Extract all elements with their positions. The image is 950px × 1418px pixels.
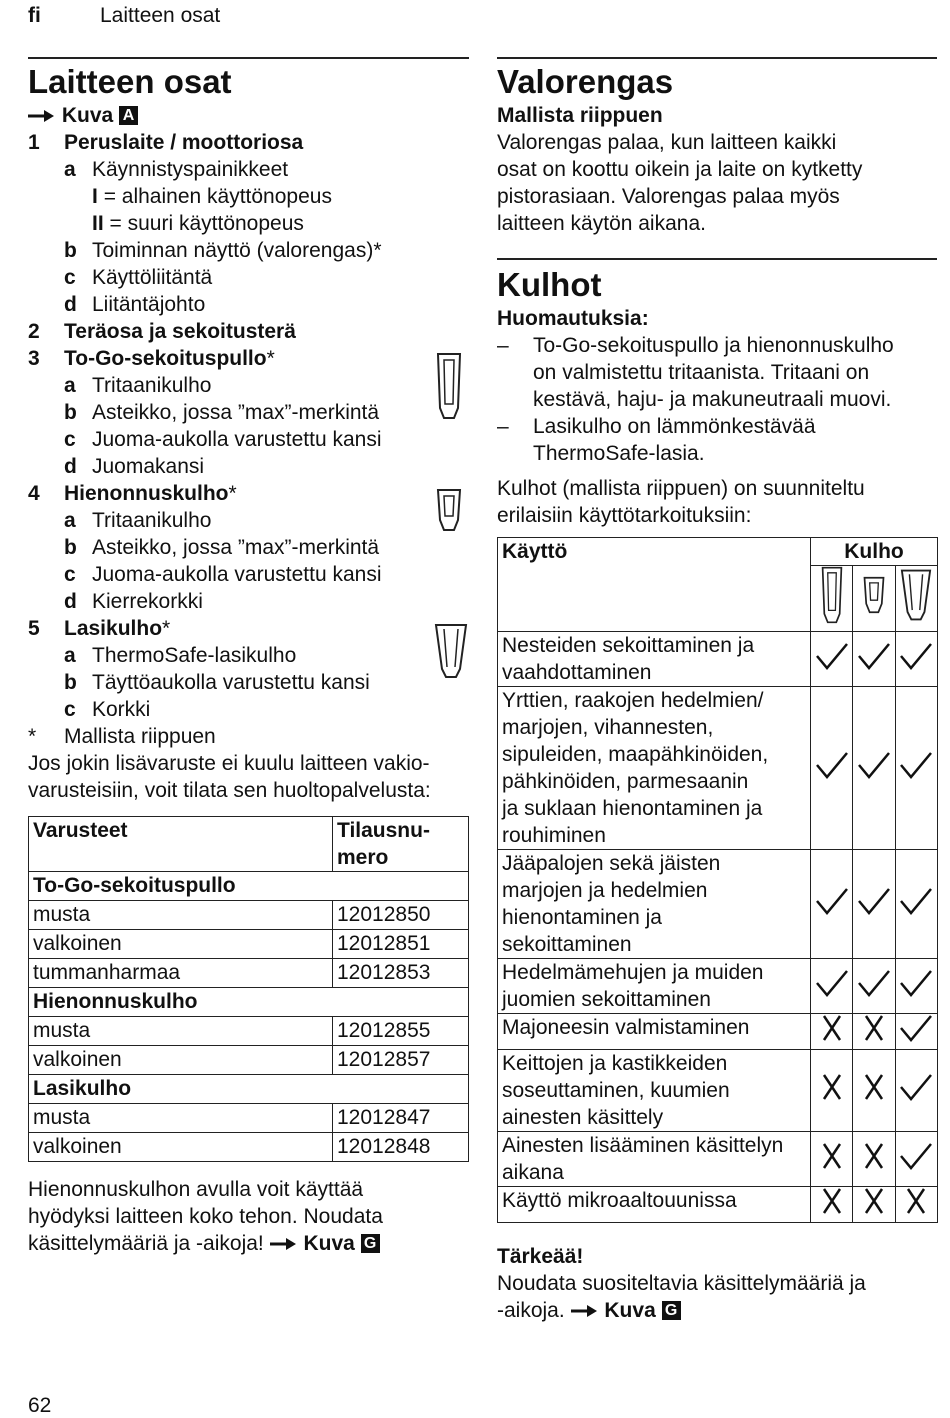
- item-letter: b: [64, 536, 77, 559]
- acc-group-row: [29, 872, 469, 901]
- important-text: -aikoja.: [497, 1299, 565, 1322]
- note-line: [497, 386, 938, 413]
- left-column: [28, 62, 469, 1257]
- acc-head-item: Varusteet: [29, 817, 333, 872]
- item-letter: c: [64, 698, 76, 721]
- usage-mark: [895, 1187, 937, 1223]
- usage-mark: [853, 687, 895, 850]
- check-icon: [899, 1073, 933, 1101]
- kulhot-text: [497, 475, 938, 529]
- usage-mark: [811, 1187, 853, 1223]
- check-icon: [899, 1014, 933, 1042]
- usage-line: Keittojen ja kastikkeiden: [502, 1052, 728, 1075]
- usage-line: marjojen ja hedelmien: [502, 879, 708, 902]
- usage-line: sekoittaminen: [502, 933, 632, 956]
- cross-icon: [863, 1142, 885, 1170]
- usage-mark: [811, 632, 853, 687]
- table-row: [498, 687, 938, 850]
- para2-letter: G: [361, 1234, 380, 1253]
- acc-head-number-l2: mero: [337, 846, 389, 869]
- check-icon: [899, 969, 933, 997]
- item-label: Asteikko, jossa ”max”-merkintä: [92, 401, 380, 424]
- note-line: [497, 440, 938, 467]
- note-text: To-Go-sekoituspullo ja hienonnuskulho: [533, 334, 894, 357]
- important-line: Noudata suositeltavia käsittelymääriä ja: [497, 1272, 866, 1295]
- item-label: To-Go-sekoituspullo: [64, 347, 267, 370]
- item-label: Tritaanikulho: [92, 374, 212, 397]
- usage-line: rouhiminen: [502, 824, 606, 847]
- usage-mark: [811, 687, 853, 850]
- table-row: [498, 850, 938, 959]
- usage-line: soseuttaminen, kuumien: [502, 1079, 730, 1102]
- usage-line: Nesteiden sekoittaminen ja: [502, 634, 755, 657]
- acc-order-number: 12012850: [333, 901, 469, 930]
- usage-mark: [853, 1132, 895, 1187]
- table-row: [29, 1017, 469, 1046]
- usage-mark: [895, 1050, 937, 1132]
- parts-list-item: [28, 345, 469, 372]
- arrow-right-icon: [270, 1236, 298, 1252]
- acc-header-row: [29, 817, 469, 872]
- parts-list-item: [28, 615, 469, 642]
- note-text: on valmistettu tritaanista. Tritaani on: [533, 361, 870, 384]
- usage-line: vaahdottaminen: [502, 661, 652, 684]
- parts-list: [28, 129, 469, 723]
- dash: –: [497, 415, 509, 438]
- usage-mark: [811, 850, 853, 959]
- right-title-rule: [497, 57, 937, 59]
- usage-line: pähkinöiden, parmesaanin: [502, 770, 749, 793]
- footnote-text: Mallista riippuen: [64, 725, 216, 748]
- note-text: Lasikulho on lämmönkestävää: [533, 415, 816, 438]
- usage-mark: [895, 1014, 937, 1050]
- item-label: Juoma-aukolla varustettu kansi: [92, 428, 382, 451]
- text-line: osat on koottu oikein ja laite on kytketty: [497, 158, 863, 181]
- usage-description: [498, 850, 811, 959]
- usage-description: [498, 632, 811, 687]
- item-number: 1: [28, 131, 40, 154]
- usage-mark: [811, 1050, 853, 1132]
- cross-icon: [821, 1187, 843, 1215]
- check-icon: [857, 887, 891, 915]
- parts-list-item: [28, 183, 469, 210]
- valorengas-subtitle: Mallista riippuen: [497, 104, 663, 127]
- acc-order-number: 12012853: [333, 959, 469, 988]
- table-row: [29, 959, 469, 988]
- parts-list-item: [28, 237, 469, 264]
- item-letter: c: [64, 266, 76, 289]
- usage-line: Majoneesin valmistaminen: [502, 1016, 750, 1039]
- parts-list-item: [28, 453, 469, 480]
- accessories-table: [28, 816, 469, 1162]
- acc-color: valkoinen: [29, 1133, 333, 1162]
- usage-description: [498, 1050, 811, 1132]
- usage-line: hienontaminen ja: [502, 906, 662, 929]
- glass-column-icon: [895, 566, 937, 632]
- item-label: Peruslaite / moottoriosa: [64, 131, 304, 154]
- check-icon: [857, 642, 891, 670]
- acc-color: musta: [29, 901, 333, 930]
- table-row: [498, 1187, 938, 1223]
- speed-symbol: I: [92, 185, 98, 208]
- item-label: Teräosa ja sekoitusterä: [64, 320, 296, 343]
- text-line: Kulhot (mallista riippuen) on suunniteltu: [497, 477, 865, 500]
- table-row: [29, 1104, 469, 1133]
- item-letter: a: [64, 509, 76, 532]
- parts-list-item: [28, 426, 469, 453]
- note-line: [497, 332, 938, 359]
- item-number: 2: [28, 320, 40, 343]
- usage-mark: [811, 959, 853, 1014]
- acc-order-number: 12012857: [333, 1046, 469, 1075]
- usage-mark: [853, 959, 895, 1014]
- acc-group-name: Lasikulho: [29, 1075, 469, 1104]
- item-label: Käyttöliitäntä: [92, 266, 213, 289]
- usage-head-bowl: Kulho: [811, 538, 938, 566]
- para1-line: varusteisiin, voit tilata sen huoltopalvelusta:: [28, 779, 431, 802]
- table-row: [29, 1046, 469, 1075]
- cross-icon: [821, 1073, 843, 1101]
- check-icon: [899, 751, 933, 779]
- item-label: = alhainen käyttönopeus: [103, 185, 332, 208]
- item-letter: c: [64, 563, 76, 586]
- table-row: [29, 1133, 469, 1162]
- usage-line: ja suklaan hienontaminen ja: [502, 797, 763, 820]
- parts-list-item: [28, 480, 469, 507]
- item-star: *: [266, 347, 275, 370]
- acc-head-number-l1: Tilausnu-: [337, 819, 430, 842]
- item-letter: a: [64, 158, 76, 181]
- chopper-bowl-icon: [434, 488, 464, 532]
- table-row: [498, 632, 938, 687]
- usage-mark: [853, 1050, 895, 1132]
- usage-table: [497, 537, 938, 1223]
- item-label: Lasikulho: [64, 617, 163, 640]
- item-label: ThermoSafe-lasikulho: [92, 644, 297, 667]
- acc-order-number: 12012848: [333, 1133, 469, 1162]
- usage-line: marjojen, vihannesten,: [502, 716, 714, 739]
- acc-color: musta: [29, 1104, 333, 1133]
- parts-list-item: [28, 642, 469, 669]
- usage-description: [498, 1014, 811, 1050]
- dash: –: [497, 334, 509, 357]
- parts-list-item: [28, 129, 469, 156]
- table-row: [498, 1014, 938, 1050]
- text-line: laitteen käytön aikana.: [497, 212, 706, 235]
- parts-list-item: [28, 507, 469, 534]
- item-letter: d: [64, 455, 77, 478]
- usage-line: Käyttö mikroaaltouunissa: [502, 1189, 737, 1212]
- usage-mark: [895, 850, 937, 959]
- cross-icon: [905, 1187, 927, 1215]
- usage-line: sipuleiden, maapähkinöiden,: [502, 743, 769, 766]
- check-icon: [815, 751, 849, 779]
- usage-line: juomien sekoittaminen: [502, 988, 711, 1011]
- important-ref: Kuva: [604, 1299, 656, 1322]
- kulhot-title: Kulhot: [497, 266, 602, 303]
- cross-icon: [821, 1142, 843, 1170]
- check-icon: [899, 887, 933, 915]
- to-go-bottle-icon: [434, 352, 464, 420]
- item-label: Täyttöaukolla varustettu kansi: [92, 671, 370, 694]
- usage-head-use: Käyttö: [498, 538, 811, 632]
- parts-list-item: [28, 156, 469, 183]
- bottle-column-icon: [811, 566, 853, 632]
- item-label: Tritaanikulho: [92, 509, 212, 532]
- parts-list-item: [28, 669, 469, 696]
- glass-jug-icon: [900, 567, 932, 623]
- acc-group-name: Hienonnuskulho: [29, 988, 469, 1017]
- table-row: [29, 930, 469, 959]
- acc-order-number: 12012855: [333, 1017, 469, 1046]
- cross-icon: [863, 1014, 885, 1042]
- para1-line: Jos jokin lisävaruste ei kuulu laitteen vakio-: [28, 752, 430, 775]
- usage-description: [498, 1132, 811, 1187]
- note-text: kestävä, haju- ja makuneutraali muovi.: [533, 388, 892, 411]
- usage-mark: [853, 632, 895, 687]
- item-letter: a: [64, 644, 76, 667]
- page-number: 62: [28, 1394, 52, 1417]
- acc-group-name: To-Go-sekoituspullo: [29, 872, 469, 901]
- parts-list-item: [28, 399, 469, 426]
- acc-color: tummanharmaa: [29, 959, 333, 988]
- acc-color: valkoinen: [29, 1046, 333, 1075]
- acc-group-row: [29, 988, 469, 1017]
- acc-order-number: 12012847: [333, 1104, 469, 1133]
- note-line: [497, 359, 938, 386]
- text-line: erilaisiin käyttötarkoituksiin:: [497, 504, 752, 527]
- table-row: [498, 1050, 938, 1132]
- usage-mark: [895, 959, 937, 1014]
- footnote-mark: *: [28, 725, 37, 748]
- usage-mark: [895, 632, 937, 687]
- note-text: ThermoSafe-lasia.: [533, 442, 705, 465]
- item-label: = suuri käyttönopeus: [109, 212, 304, 235]
- check-icon: [815, 969, 849, 997]
- figure-ref: [28, 102, 469, 129]
- item-number: 4: [28, 482, 40, 505]
- glass-jug-icon: [434, 623, 468, 679]
- usage-line: Ainesten lisääminen käsittelyn: [502, 1134, 784, 1157]
- para2-text: käsittelymääriä ja -aikoja!: [28, 1232, 264, 1255]
- cross-icon: [863, 1187, 885, 1215]
- usage-mark: [853, 1187, 895, 1223]
- note-line: [497, 413, 938, 440]
- para2-line-last: [28, 1230, 469, 1257]
- to-go-bottle-icon: [819, 566, 845, 624]
- right-column: [497, 62, 938, 1324]
- acc-color: musta: [29, 1017, 333, 1046]
- chopper-bowl-icon: [861, 576, 887, 614]
- usage-mark: [811, 1132, 853, 1187]
- item-star: *: [228, 482, 237, 505]
- para2-line: Hienonnuskulhon avulla voit käyttää: [28, 1178, 364, 1201]
- parts-list-item: [28, 534, 469, 561]
- usage-mark: [853, 1014, 895, 1050]
- parts-list-item: [28, 696, 469, 723]
- valorengas-text: [497, 129, 938, 237]
- parts-list-item: [28, 210, 469, 237]
- table-row: [498, 1132, 938, 1187]
- chopper-column-icon: [853, 566, 895, 632]
- usage-mark: [853, 850, 895, 959]
- item-label: Hienonnuskulho: [64, 482, 229, 505]
- check-icon: [857, 751, 891, 779]
- speed-symbol: II: [92, 212, 104, 235]
- item-label: Juoma-aukolla varustettu kansi: [92, 563, 382, 586]
- usage-mark: [811, 1014, 853, 1050]
- notes-title: Huomautuksia:: [497, 307, 649, 330]
- para2-ref: Kuva: [303, 1232, 355, 1255]
- page-header: [28, 4, 221, 28]
- item-letter: b: [64, 239, 77, 262]
- usage-line: ainesten käsittely: [502, 1106, 664, 1129]
- item-label: Asteikko, jossa ”max”-merkintä: [92, 536, 380, 559]
- parts-list-item: [28, 318, 469, 345]
- usage-description: [498, 687, 811, 850]
- item-label: Käynnistyspainikkeet: [92, 158, 289, 181]
- acc-group-row: [29, 1075, 469, 1104]
- important-letter: G: [662, 1301, 681, 1320]
- left-title: Laitteen osat: [28, 63, 232, 100]
- parts-list-item: [28, 588, 469, 615]
- important-line-last: [497, 1297, 938, 1324]
- item-label: Korkki: [92, 698, 151, 721]
- item-label: Kierrekorkki: [92, 590, 203, 613]
- para2-line: hyödyksi laitteen koko tehon. Noudata: [28, 1205, 383, 1228]
- item-letter: b: [64, 401, 77, 424]
- usage-line: Jääpalojen sekä jäisten: [502, 852, 721, 875]
- left-title-rule: [28, 57, 469, 59]
- item-label: Toiminnan näyttö (valorengas)*: [92, 239, 382, 262]
- item-letter: b: [64, 671, 77, 694]
- item-number: 3: [28, 347, 40, 370]
- check-icon: [815, 642, 849, 670]
- check-icon: [857, 969, 891, 997]
- check-icon: [815, 887, 849, 915]
- acc-color: valkoinen: [29, 930, 333, 959]
- acc-head-number: [333, 817, 469, 872]
- parts-list-item: [28, 372, 469, 399]
- arrow-right-icon: [571, 1303, 599, 1319]
- figure-ref-label: Kuva: [61, 104, 114, 127]
- acc-order-number: 12012851: [333, 930, 469, 959]
- item-label: Juomakansi: [92, 455, 205, 478]
- check-icon: [899, 642, 933, 670]
- arrow-right-icon: [28, 108, 56, 124]
- item-letter: d: [64, 293, 77, 316]
- text-line: Valorengas palaa, kun laitteen kaikki: [497, 131, 837, 154]
- item-letter: c: [64, 428, 76, 451]
- parts-list-item: [28, 561, 469, 588]
- text-line: pistorasiaan. Valorengas palaa myös: [497, 185, 840, 208]
- usage-line: Yrttien, raakojen hedelmien/: [502, 689, 764, 712]
- notes-list: [497, 332, 938, 467]
- cross-icon: [821, 1014, 843, 1042]
- usage-header-row: [498, 538, 938, 566]
- table-row: [498, 959, 938, 1014]
- important-title: Tärkeää!: [497, 1245, 584, 1268]
- figure-letter: A: [119, 106, 138, 125]
- check-icon: [899, 1142, 933, 1170]
- footnote: [28, 723, 469, 750]
- item-letter: a: [64, 374, 76, 397]
- section-name: Laitteen osat: [100, 4, 221, 27]
- item-label: Liitäntäjohto: [92, 293, 206, 316]
- usage-line: aikana: [502, 1161, 564, 1184]
- usage-description: [498, 1187, 811, 1223]
- item-star: *: [162, 617, 171, 640]
- parts-list-item: [28, 264, 469, 291]
- parts-list-item: [28, 291, 469, 318]
- language-code: fi: [28, 4, 41, 27]
- cross-icon: [863, 1073, 885, 1101]
- item-number: 5: [28, 617, 40, 640]
- valorengas-title: Valorengas: [497, 63, 674, 100]
- usage-mark: [895, 1132, 937, 1187]
- usage-line: Hedelmämehujen ja muiden: [502, 961, 764, 984]
- item-letter: d: [64, 590, 77, 613]
- table-row: [29, 901, 469, 930]
- usage-mark: [895, 687, 937, 850]
- usage-description: [498, 959, 811, 1014]
